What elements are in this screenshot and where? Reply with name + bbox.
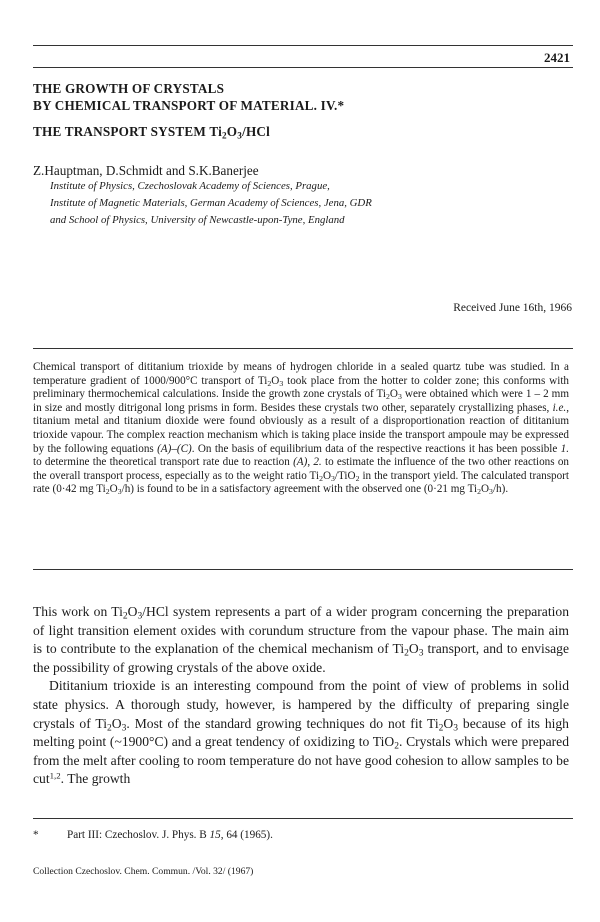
- footnote-mark: *: [33, 829, 39, 841]
- article-title-line-1: THE GROWTH OF CRYSTALS: [33, 81, 225, 96]
- author-2: D.Schmidt: [105, 163, 163, 178]
- body-paragraph-2: Dititanium trioxide is an interesting compound from the point of view of problems in solid state physics. A thorough study, however, is hampered by the difficulty of preparing single crystals of $Ti_2O_3$. Most of the standard growing techniques do not fit $Ti_2O_3$ because of its high melting point (~1900°C) and a great tendency of oxidizing to TiO$_2$. Crystals which were prepared from the melt after cooling to room temperature do not have good cohesion to allow samples to be cut$^{1,2}$. The growth: [33, 678, 570, 787]
- author-separator: ,: [99, 163, 106, 178]
- footnote-rule: [33, 818, 573, 819]
- journal-footer: Collection Czechoslov. Chem. Commun. /Vol. 32/ (1967): [33, 866, 254, 877]
- footnote-text: Part III: Czechoslov. J. Phys. B 15, 64 (1965).: [67, 829, 273, 841]
- affiliation-1: Institute of Physics, Czechoslovak Academy of Sciences, Prague,: [50, 180, 330, 192]
- header-rule-bottom: [33, 67, 573, 68]
- received-date: Received June 16th, 1966: [453, 302, 572, 314]
- abstract: [33, 361, 569, 497]
- abstract-paragraph: Chemical transport of dititanium trioxide by means of hydrogen chloride in a sealed quartz tube was studied. In a temperature gradient of 1000/900°C transport of $Ti_2O_3$ took place from the hotter to colder zone; this conforms with preliminary thermochemical calculations. Inside the growth zone crystals of $Ti_2O_3$ were obtained which were 1 – 2 mm in size and mostly ditrigonal long prisms in form. Besides these crystals two other, separately crystallizing phases, i.e., titanium metal and titanium dioxide were found obviously as a result of a disproportionation reaction of dititanium trioxide vapour. The complex reaction mechanism which is taking place inside the transport ampoule may be expressed by the following equations (A)–(C). On the basis of equilibrium data of the respective reactions it has been possible 1. to determine the theoretical transport rate due to reaction (A), 2. to estimate the influence of the two other reactions on the overall transport process, especially as to the weight ratio $Ti_2O_3/TiO_2$ in the transport yield. The calculated transport rate (0·42 mg $Ti_2O_3/h$) is found to be in a satisfactory agreement with the observed one (0·21 mg $Ti_2O_3/h$).: [33, 361, 570, 497]
- author-separator: and: [162, 163, 189, 178]
- abstract-rule-top: [33, 348, 573, 349]
- author-3: S.K.Banerjee: [188, 163, 259, 178]
- affiliation-3: and School of Physics, University of Newcastle-upon-Tyne, England: [50, 214, 345, 226]
- article-title-line-3: THE TRANSPORT SYSTEM $Ti_2O_3$/HCl: [33, 124, 270, 141]
- body-text: [33, 603, 569, 789]
- author-1: Z.Hauptman: [33, 163, 100, 178]
- header-rule: [33, 45, 573, 46]
- abstract-rule-bottom: [33, 569, 573, 570]
- author-list: [33, 163, 259, 179]
- affiliation-2: Institute of Magnetic Materials, German Academy of Sciences, Jena, GDR: [50, 197, 372, 209]
- footnote: [33, 829, 273, 841]
- body-paragraph-1: This work on $Ti_2O_3$/HCl system represents a part of a wider program concerning the preparation of light transition element oxides with corundum structure from the vapour phase. The main aim is to contribute to the explanation of the chemical mechanism of $Ti_2O_3$ transport, and to envisage the possibility of growing crystals of the above oxide.: [33, 604, 569, 675]
- article-title-line-2: BY CHEMICAL TRANSPORT OF MATERIAL. IV.*: [33, 98, 345, 113]
- page-number: 2421: [544, 50, 570, 65]
